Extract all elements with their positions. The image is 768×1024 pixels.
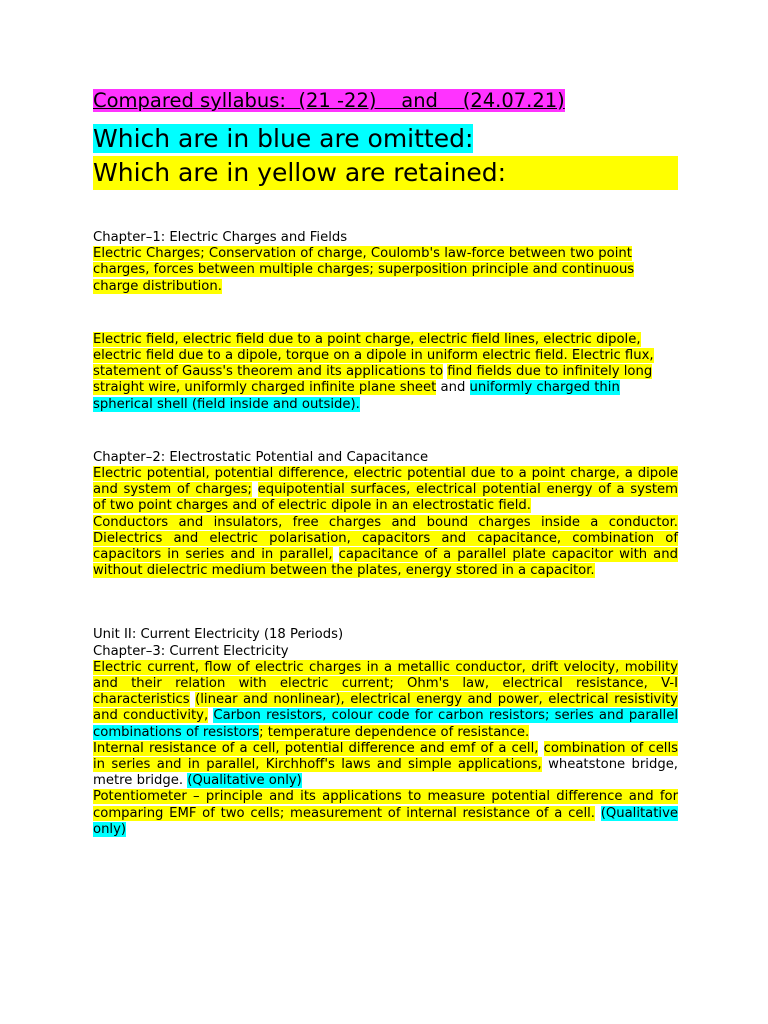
chapter3-p2-omitted: (Qualitative only)	[187, 773, 302, 789]
chapter3-p2-retained: Internal resistance of a cell, potential difference and emf of a cell,	[93, 740, 539, 756]
legend-retained-text: Which are in yellow are retained:	[93, 158, 506, 187]
chapter1-paragraph1	[93, 246, 678, 295]
page-title	[93, 88, 678, 114]
chapter1-p2-omitted: uniformly charged thin spherical shell (field inside and outside).	[93, 380, 620, 412]
legend-omitted-text: Which are in blue are omitted:	[93, 124, 474, 153]
syllabus-page	[93, 88, 678, 838]
chapter3-p3-retained: Potentiometer – principle and its applications to measure potential difference and for comparing EMF of two cells; measurement of internal resistance of a cell.	[93, 789, 678, 821]
chapter1-p2-and: and	[436, 380, 470, 396]
chapter2-paragraph2	[93, 515, 678, 580]
chapter1-p2-retained: Electric field, electric field due to a point charge, electric field lines, electric dipole, electric field due to a dipole, torque on a dipole in uniform electric field. Electric flux, statement of Gauss's theorem and its applications to	[93, 331, 654, 380]
chapter3-p1-omitted: Carbon resistors, colour code for carbon resistors; series and parallel combinations of resistors	[93, 708, 678, 740]
chapter3-p1-retained-c: ; temperature dependence of resistance.	[259, 724, 530, 740]
chapter3-p1-retained: Electric current, flow of electric charges in a metallic conductor, drift velocity, mobility and their relation with electric current; Ohm's law, electrical resistance, V-I characteristics	[93, 659, 678, 708]
chapter2-heading: Chapter–2: Electrostatic Potential and Capacitance	[93, 449, 429, 465]
chapter3-p1-retained-b: (linear and nonlinear), electrical energy and power, electrical resistivity and conductivity,	[93, 692, 678, 724]
chapter3-paragraph3	[93, 789, 678, 838]
chapter2-paragraph1	[93, 466, 678, 515]
chapter3-paragraph2	[93, 741, 678, 790]
chapter1-heading: Chapter–1: Electric Charges and Fields	[93, 230, 348, 245]
chapter1-p2-retained-b: find fields due to infinitely long straight wire, uniformly charged infinite plane sheet	[93, 364, 653, 396]
chapter3-p2-retained-b: combination of cells in series and in parallel, Kirchhoff's laws and simple applications,	[93, 740, 678, 773]
chapter2-p1-retained: Electric potential, potential difference, electric potential due to a point charge, a dipole and system of charges;	[93, 466, 678, 498]
unit2-heading: Unit II: Current Electricity (18 Periods)	[93, 627, 344, 643]
chapter3-heading: Chapter–3: Current Electricity	[93, 643, 289, 659]
chapter2-section	[93, 450, 678, 580]
title-text: Compared syllabus: (21 -22) and (24.07.21)	[93, 89, 565, 112]
chapter1-p1-retained: Electric Charges; Conservation of charge, Coulomb's law-force between two point charges, forces between multiple charges; superposition principle and continuous charge distribution.	[93, 246, 635, 294]
chapter1-section	[93, 230, 678, 413]
chapter2-p2-retained-b: Dielectrics and electric polarisation, capacitors and capacitance, combination of capacitors in series and in parallel,	[93, 530, 678, 563]
chapter3-p3-omitted: (Qualitative only)	[93, 805, 678, 837]
chapter3-paragraph1	[93, 660, 678, 741]
chapter2-p2-retained: Conductors and insulators, free charges and bound charges inside a conductor.	[93, 514, 678, 530]
chapter1-paragraph2	[93, 332, 678, 413]
chapter2-p1-retained-b: equipotential surfaces, electrical potential energy of a system of two point charges and of electric dipole in an electrostatic field.	[93, 482, 678, 514]
chapter2-p2-retained-c: capacitance of a parallel plate capacitor with and without dielectric medium between the plates, energy stored in a capacitor.	[93, 547, 678, 579]
unit2-section	[93, 627, 678, 838]
legend-omitted	[93, 122, 678, 156]
legend-retained	[93, 156, 678, 190]
chapter3-p2-plain: wheatstone bridge, metre bridge.	[93, 757, 679, 789]
